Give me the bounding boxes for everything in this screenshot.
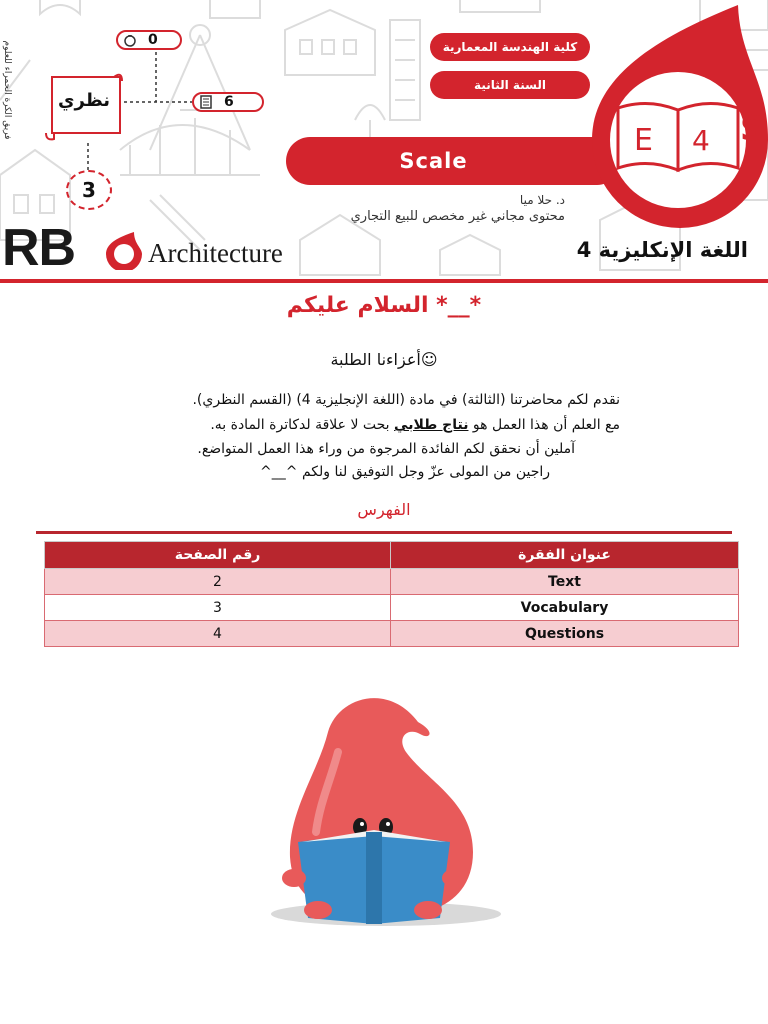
mascot-right-foot	[414, 901, 442, 919]
year-badge: السنة الثانية	[430, 71, 590, 99]
intro-line-2	[60, 417, 620, 433]
greeting-heading: السلام عليكم *__*	[286, 293, 482, 318]
col-header-page: رقم الصفحة	[45, 542, 391, 569]
index-table	[44, 541, 739, 647]
row-page-number: 3	[45, 595, 391, 621]
document-icon	[198, 94, 214, 110]
index-divider	[36, 531, 732, 534]
index-table-header-row	[45, 542, 739, 569]
mascot-left-foot	[304, 901, 332, 919]
col-header-title: عنوان الفقرة	[391, 542, 739, 569]
pages-counter	[192, 92, 264, 112]
money-bag-icon	[122, 32, 138, 48]
row-section-title: Questions	[391, 621, 739, 647]
row-section-title: Text	[391, 569, 739, 595]
row-page-number: 2	[45, 569, 391, 595]
brand-rb-text: RB	[2, 219, 76, 277]
intro-line-2-emphasis: نتاج طلابي	[394, 417, 469, 433]
doctor-name: د. حلا ميا	[519, 193, 565, 207]
header-divider	[0, 279, 768, 283]
page-header	[0, 0, 768, 285]
free-content-note: محتوى مجاني غير مخصص للبيع التجاري	[350, 209, 565, 224]
intro-line-4: راجين من المولى عزّ وجل التوفيق لنا ولكم ^__^	[260, 464, 550, 480]
counter-six-value: 6	[224, 94, 234, 110]
logo-letter-e: E	[634, 123, 653, 158]
intro-line-2-start: مع العلم أن هذا العمل هو	[468, 417, 620, 433]
views-counter	[116, 30, 182, 50]
index-title: الفهرس	[357, 500, 411, 519]
greeting-subheading: أعزاءنا الطلبة☺	[330, 350, 438, 369]
table-row	[45, 569, 739, 595]
brand-architecture-text: Architecture	[148, 238, 283, 268]
counter-zero-value: 0	[148, 32, 158, 48]
intro-line-2-end: بحت لا علاقة لدكاترة المادة به.	[210, 417, 395, 433]
intro-line-3: آملين أن نحقق لكم الفائدة المرجوة من وراء هذا العمل المتواضع.	[197, 441, 575, 457]
logo-letter-4: 4	[692, 124, 710, 157]
book-spine-band	[366, 832, 382, 924]
logo-letter-s: S	[740, 109, 765, 149]
table-row	[45, 595, 739, 621]
lecture-type-label: نظري	[58, 90, 110, 111]
mascot-right-eye-shine	[386, 822, 390, 826]
mascot-right-hand	[442, 869, 466, 887]
lecture-number-badge: 3	[66, 170, 112, 210]
mascot-reading-book-illustration	[268, 692, 508, 932]
row-page-number: 4	[45, 621, 391, 647]
college-badge: كلية الهندسة المعمارية	[430, 33, 590, 61]
brand-drop-logo	[104, 230, 144, 270]
course-title: اللغة الإنكليزية 4	[576, 238, 748, 262]
row-section-title: Vocabulary	[391, 595, 739, 621]
vertical-credit-text: فريق الكرة الحمراء للعلوم	[2, 40, 12, 140]
subject-banner: Scale	[286, 137, 621, 185]
table-row	[45, 621, 739, 647]
e4s-logo	[590, 0, 768, 230]
intro-line-1: نقدم لكم محاضرتنا (الثالثة) في مادة (اللغة الإنجليزية 4) (القسم النظري).	[192, 392, 620, 408]
mascot-left-eye-shine	[360, 822, 364, 826]
mascot-left-hand	[282, 869, 306, 887]
